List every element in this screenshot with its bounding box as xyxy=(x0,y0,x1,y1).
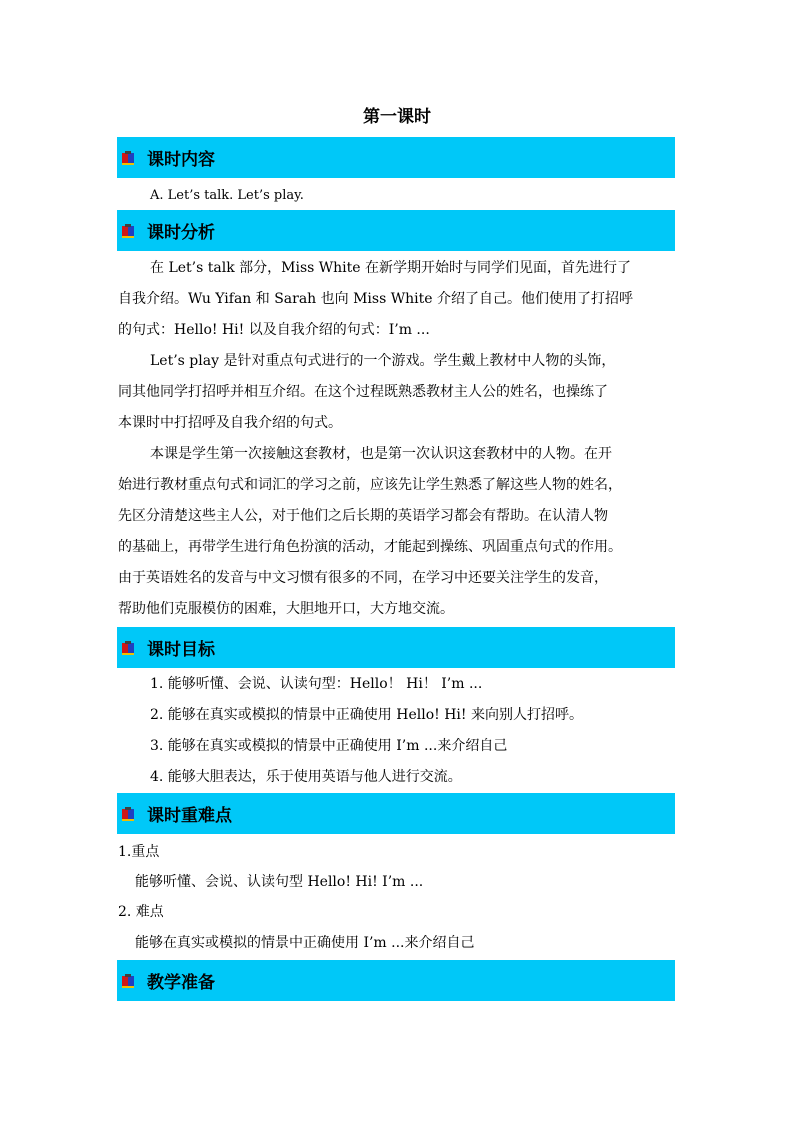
section-header-preparation xyxy=(117,960,675,1001)
difficulty-heading: 2. 难点 xyxy=(118,904,164,920)
content-line: A. Let’s talk. Let’s play. xyxy=(150,188,304,203)
section-header-analysis xyxy=(117,210,675,251)
analysis-text-line: 的基础上，再带学生进行角色扮演的活动，才能起到操练、巩固重点句式的作用。 xyxy=(118,539,622,555)
section-title: 课时重难点 xyxy=(147,806,232,826)
section-header-key-points xyxy=(117,793,675,834)
book-stack-icon xyxy=(121,806,137,822)
page-title: 第一课时 xyxy=(363,107,431,127)
analysis-text-line: 本课是学生第一次接触这套教材，也是第一次认识这套教材中的人物。在开 xyxy=(150,446,612,462)
analysis-text-line: 始进行教材重点句式和词汇的学习之前，应该先让学生熟悉了解这些人物的姓名， xyxy=(118,477,622,493)
difficulty-text: 能够在真实或模拟的情景中正确使用 I’m ...来介绍自己 xyxy=(135,935,475,951)
analysis-text-line: 由于英语姓名的发音与中文习惯有很多的不同，在学习中还要关注学生的发音， xyxy=(118,570,608,586)
section-title: 教学准备 xyxy=(147,973,215,993)
analysis-text-line: 本课时中打招呼及自我介绍的句式。 xyxy=(118,415,342,431)
objective-item: 4. 能够大胆表达，乐于使用英语与他人进行交流。 xyxy=(150,769,462,785)
book-stack-icon xyxy=(121,640,137,656)
analysis-text-line: 先区分清楚这些主人公，对于他们之后长期的英语学习都会有帮助。在认清人物 xyxy=(118,508,608,524)
section-header-objectives xyxy=(117,627,675,668)
key-point-text: 能够听懂、会说、认读句型 Hello! Hi! I’m ... xyxy=(135,874,424,890)
analysis-text-line: 的句式：Hello! Hi! 以及自我介绍的句式：I’m ... xyxy=(118,322,430,338)
analysis-text-line: 在 Let’s talk 部分，Miss White 在新学期开始时与同学们见面，首先进行了 xyxy=(150,260,632,276)
analysis-text-line: 同其他同学打招呼并相互介绍。在这个过程既熟悉教材主人公的姓名，也操练了 xyxy=(118,384,608,400)
analysis-text-line: Let’s play 是针对重点句式进行的一个游戏。学生戴上教材中人物的头饰， xyxy=(150,353,616,369)
objective-item: 3. 能够在真实或模拟的情景中正确使用 I’m ...来介绍自己 xyxy=(150,738,508,754)
key-point-heading: 1.重点 xyxy=(118,844,160,860)
book-stack-icon xyxy=(121,223,137,239)
objective-item: 2. 能够在真实或模拟的情景中正确使用 Hello! Hi! 来向别人打招呼。 xyxy=(150,707,583,723)
section-title: 课时内容 xyxy=(147,150,215,170)
analysis-text-line: 帮助他们克服模仿的困难，大胆地开口，大方地交流。 xyxy=(118,601,454,617)
book-stack-icon xyxy=(121,973,137,989)
analysis-text-line: 自我介绍。Wu Yifan 和 Sarah 也向 Miss White 介绍了自己。他们使用了打招呼 xyxy=(118,291,633,307)
objective-item: 1. 能够听懂、会说、认读句型：Hello！ Hi！ I’m ... xyxy=(150,676,483,692)
section-header-content xyxy=(117,137,675,178)
section-title: 课时分析 xyxy=(147,223,215,243)
section-title: 课时目标 xyxy=(147,640,215,660)
book-stack-icon xyxy=(121,150,137,166)
